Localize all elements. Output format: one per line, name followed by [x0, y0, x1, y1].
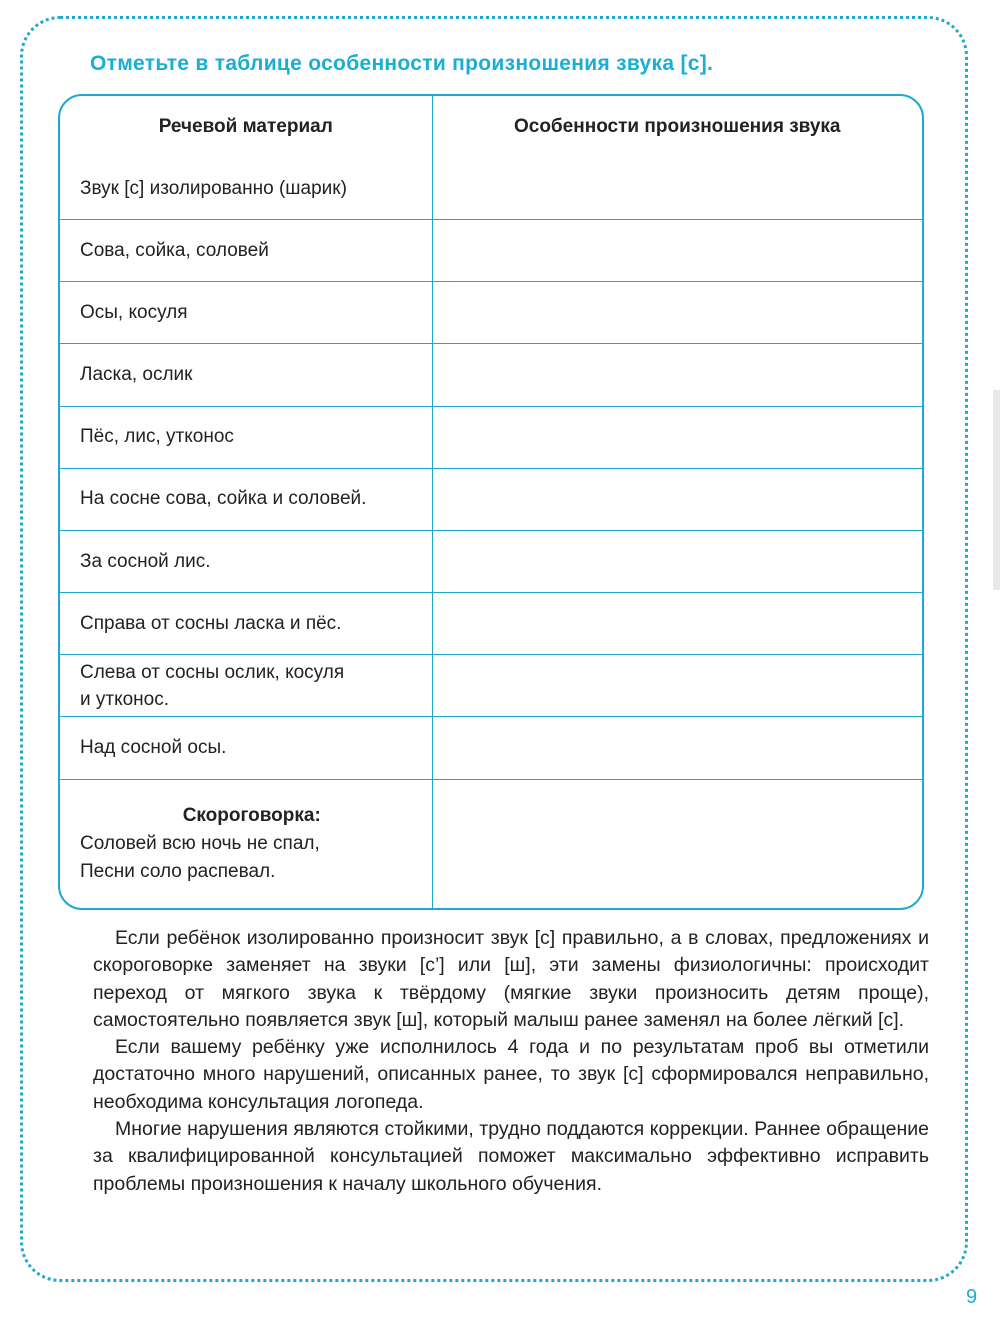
- table-row: [60, 717, 922, 779]
- table-row: [60, 158, 922, 220]
- speech-material-cell: Сова, сойка, соловей: [60, 220, 432, 282]
- speech-material-line: Слева от сосны ослик, косуля: [80, 661, 345, 683]
- tongue-twister-line: Песни соло распевал.: [80, 860, 276, 882]
- notes-cell[interactable]: [432, 344, 922, 406]
- speech-material-cell: Справа от сосны ласка и пёс.: [60, 593, 432, 655]
- notes-cell[interactable]: [432, 655, 922, 717]
- speech-material-cell: Пёс, лис, утконос: [60, 406, 432, 468]
- notes-cell[interactable]: [432, 220, 922, 282]
- table-header-row: [60, 96, 922, 158]
- tongue-twister-title: Скороговорка:: [182, 804, 321, 826]
- paragraph: Многие нарушения являются стойкими, трудно поддаются коррекции. Раннее обращение за квалифицированной консультацией поможет максимально эффективно исправить проблемы произношения к началу школьного обучения.: [93, 1118, 929, 1195]
- notes-cell[interactable]: [432, 468, 922, 530]
- pronunciation-table: [58, 94, 924, 910]
- notes-cell[interactable]: [432, 717, 922, 779]
- paragraph: Если ребёнок изолированно произносит звук [с] правильно, а в словах, предложениях и скороговорке заменяет на звуки [с’] или [ш], эти замены физиологичны: происходит переход от мягкого звука к твёрдому (мягкие звуки произносить детям проще), самостоятельно появляется звук [ш], который малыш ранее заменял на более лёгкий [с].: [93, 927, 929, 1031]
- speech-material-cell: На сосне сова, сойка и соловей.: [60, 468, 432, 530]
- tongue-twister-row: [60, 779, 922, 908]
- notes-cell[interactable]: [432, 593, 922, 655]
- notes-cell[interactable]: [432, 158, 922, 220]
- table-row: [60, 468, 922, 530]
- tongue-twister-cell: [60, 779, 432, 908]
- header-pronunciation-features: Особенности произношения звука: [513, 116, 841, 137]
- table-row: [60, 655, 922, 717]
- speech-material-cell: Звук [с] изолированно (шарик): [60, 158, 432, 220]
- speech-material-cell: Осы, косуля: [60, 282, 432, 344]
- task-title: Отметьте в таблице особенности произношения звука [с].: [90, 52, 714, 75]
- paragraph: Если вашему ребёнку уже исполнилось 4 года и по результатам проб вы отметили достаточно много нарушений, описанных ранее, то звук [с] сформировался неправильно, необходима консультация логопеда.: [93, 1036, 929, 1113]
- explanation-text: [93, 925, 929, 1198]
- speech-material-cell: За сосной лис.: [60, 530, 432, 592]
- header-speech-material: Речевой материал: [60, 96, 432, 158]
- table-row: [60, 344, 922, 406]
- notes-cell[interactable]: [432, 779, 922, 908]
- table-row: [60, 220, 922, 282]
- speech-material-line: и утконос.: [80, 688, 170, 710]
- page-number: 9: [966, 1286, 978, 1308]
- speech-material-cell: Ласка, ослик: [60, 344, 432, 406]
- page-edge-mark: [993, 390, 1000, 590]
- table-row: [60, 406, 922, 468]
- speech-material-cell: Над сосной осы.: [60, 717, 432, 779]
- notes-cell[interactable]: [432, 530, 922, 592]
- notes-cell[interactable]: [432, 282, 922, 344]
- tongue-twister-line: Соловей всю ночь не спал,: [80, 832, 320, 854]
- notes-cell[interactable]: [432, 406, 922, 468]
- table-row: [60, 593, 922, 655]
- table-row: [60, 282, 922, 344]
- speech-material-cell: [60, 655, 432, 717]
- table-row: [60, 530, 922, 592]
